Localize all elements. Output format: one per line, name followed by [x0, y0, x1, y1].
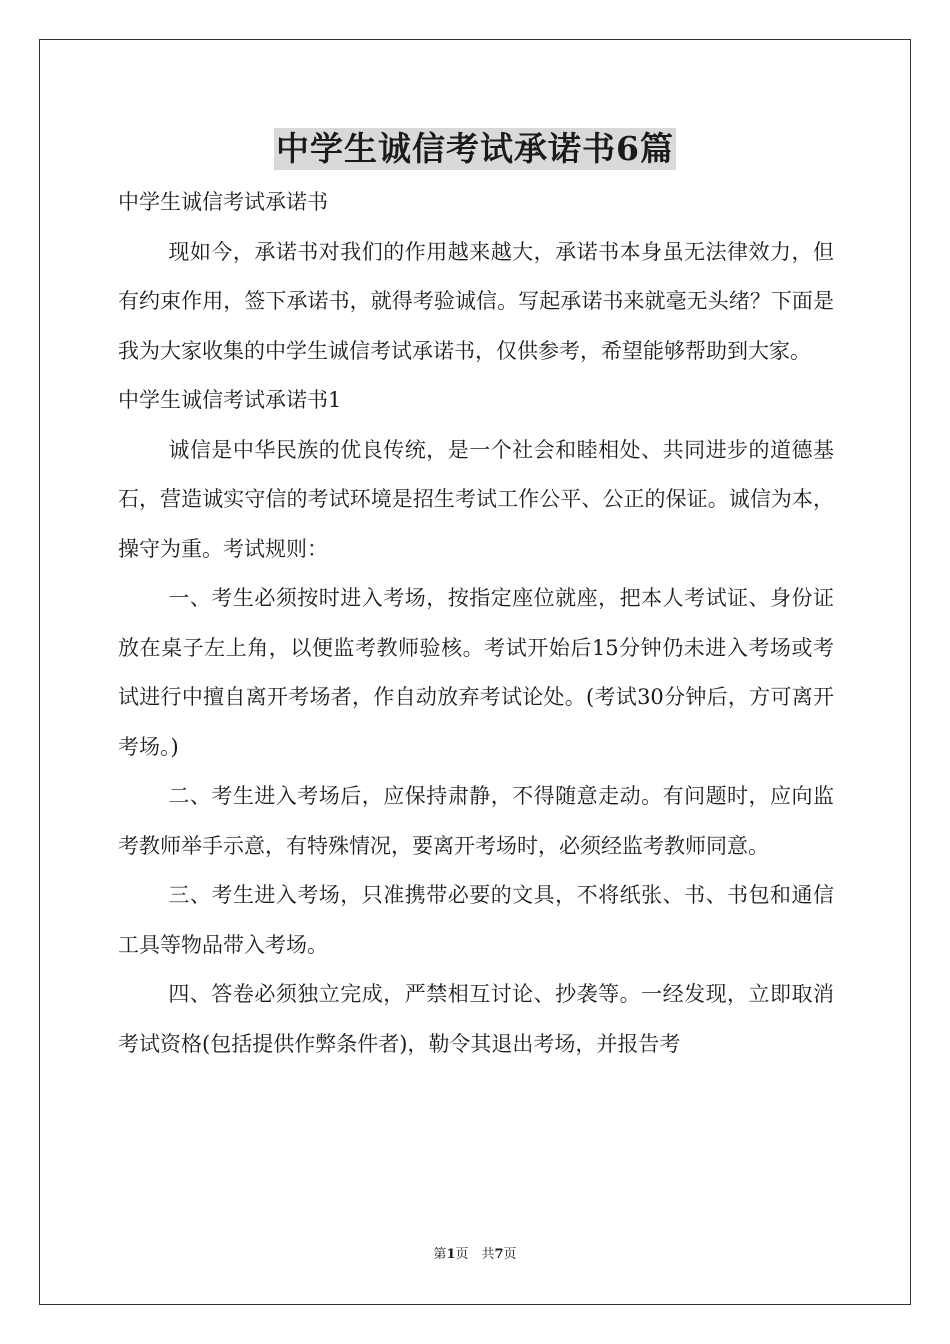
document-body	[118, 178, 834, 1069]
section-heading: 中学生诚信考试承诺书	[118, 190, 328, 214]
page-footer	[0, 1246, 950, 1264]
paragraph: 诚信是中华民族的优良传统，是一个社会和睦相处、共同进步的道德基石，营造诚实守信的考试环境是招生考试工作公平、公正的保证。诚信为本，操守为重。考试规则：	[118, 437, 834, 561]
page-mid: 页 共	[455, 1247, 495, 1262]
page-prefix: 第	[433, 1247, 447, 1262]
paragraph: 现如今，承诺书对我们的作用越来越大，承诺书本身虽无法律效力，但有约束作用，签下承诺书，就得考验诚信。写起承诺书来就毫无头绪？下面是我为大家收集的中学生诚信考试承诺书，仅供参考，希望能够帮助到大家。	[118, 239, 834, 363]
paragraph: 四、答卷必须独立完成，严禁相互讨论、抄袭等。一经发现，立即取消考试资格(包括提供作弊条件者)，勒令其退出考场，并报告考	[118, 982, 834, 1056]
section-heading: 中学生诚信考试承诺书1	[118, 388, 342, 412]
paragraph: 一、考生必须按时进入考场，按指定座位就座，把本人考试证、身份证放在桌子左上角，以便监考教师验核。考试开始后15分钟仍未进入考场或考试进行中擅自离开考场者，作自动放弃考试论处。(考试30分钟后，方可离开考场。)	[118, 586, 834, 759]
page-suffix: 页	[503, 1247, 517, 1262]
current-page-number: 1	[446, 1247, 456, 1262]
total-page-number: 7	[494, 1247, 504, 1262]
document-title: 中学生诚信考试承诺书6篇	[276, 129, 674, 168]
paragraph: 三、考生进入考场，只准携带必要的文具，不将纸张、书、书包和通信工具等物品带入考场。	[118, 883, 834, 957]
title-container	[0, 128, 950, 170]
paragraph: 二、考生进入考场后，应保持肃静，不得随意走动。有问题时，应向监考教师举手示意，有特殊情况，要离开考场时，必须经监考教师同意。	[118, 784, 834, 858]
